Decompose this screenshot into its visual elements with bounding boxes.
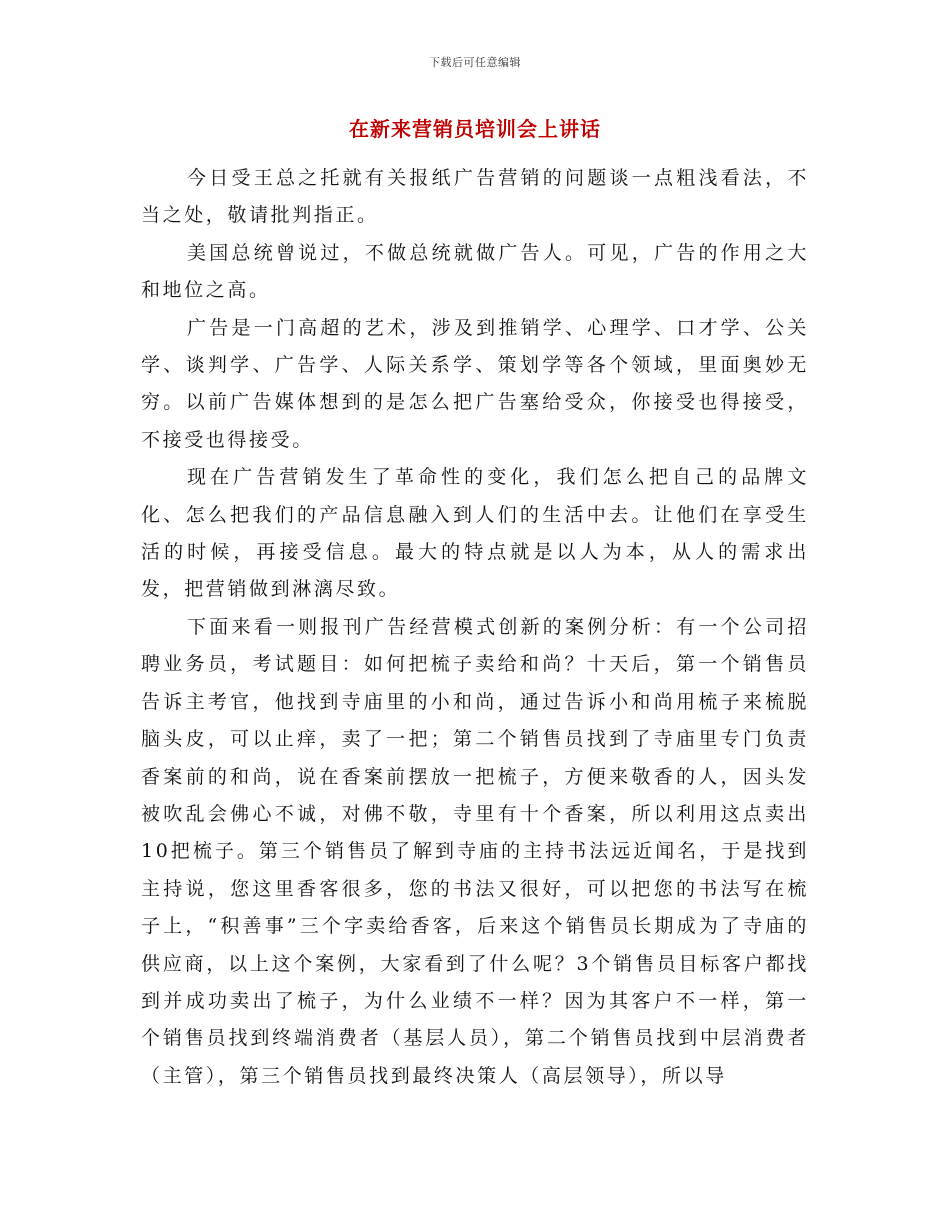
document-title: 在新来营销员培训会上讲话 (349, 117, 601, 141)
paragraph: 今日受王总之托就有关报纸广告营销的问题谈一点粗浅看法，不当之处，敬请批判指正。 (141, 167, 809, 227)
paragraph: 下面来看一则报刊广告经营模式创新的案例分析：有一个公司招聘业务员，考试题目：如何把梳子卖给和尚？十天后，第一个销售员告诉主考官，他找到寺庙里的小和尚，通过告诉小和尚用梳子来梳脱脑头皮，可以止痒，卖了一把；第二个销售员找到了寺庙里专门负责香案前的和尚，说在香案前摆放一把梳子，方便来敬香的人，因头发被吹乱会佛心不诚，对佛不敬，寺里有十个香案，所以利用这点卖出10把梳子。第三个销售员了解到寺庙的主持书法远近闻名，于是找到主持说，您这里香客很多，您的书法又很好，可以把您的书法写在梳子上，“积善事”三个字卖给香客，后来这个销售员长期成为了寺庙的供应商，以上这个案例，大家看到了什么呢？3个销售员目标客户都找到并成功卖出了梳子，为什么业绩不一样？因为其客户不一样，第一个销售员找到终端消费者（基层人员），第二个销售员找到中层消费者（主管），第三个销售员找到最终决策人（高层领导），所以导 (141, 615, 809, 1087)
paragraph: 美国总统曾说过，不做总统就做广告人。可见，广告的作用之大和地位之高。 (141, 241, 809, 302)
page-header: 下载后可任意编辑 (429, 56, 521, 69)
paragraph: 广告是一门高超的艺术，涉及到推销学、心理学、口才学、公关学、谈判学、广告学、人际关系学、策划学等各个领域，里面奥妙无穷。以前广告媒体想到的是怎么把广告塞给受众，你接受也得接受，不接受也得接受。 (141, 316, 809, 451)
paragraph: 现在广告营销发生了革命性的变化，我们怎么把自己的品牌文化、怎么把我们的产品信息融入到人们的生活中去。让他们在享受生活的时候，再接受信息。最大的特点就是以人为本，从人的需求出发，把营销做到淋漓尽致。 (141, 466, 809, 601)
document-body (141, 160, 809, 1095)
